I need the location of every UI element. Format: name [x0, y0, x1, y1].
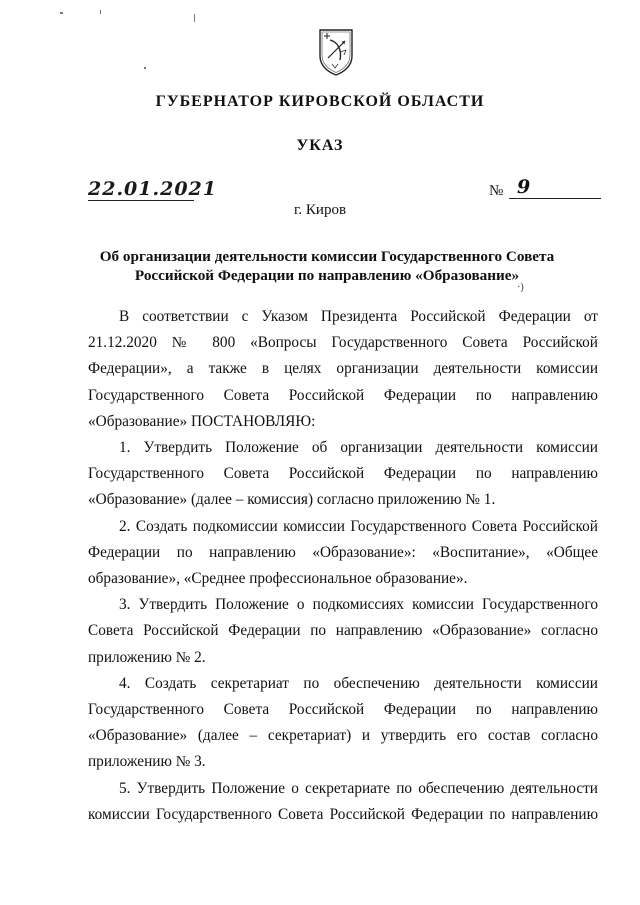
preamble-paragraph: В соответствии с Указом Президента Российской Федерации от 21.12.2020 № 800 «Вопросы Государственного Совета Российской Федерации», а также в целях организации деятельности комиссии Государственного Совета Российской Федерации по направлению «Образование» ПОСТАНОВЛЯЮ:: [88, 308, 598, 430]
clause-4: 4. Создать секретариат по обеспечению деятельности комиссии Государственного Совета Российской Федерации по направлению «Образование» (далее – секретариат) и утвердить его состав согласно приложению № 3.: [88, 674, 598, 771]
document-title: [88, 247, 566, 285]
document-body: [88, 304, 598, 828]
clause-2: 2. Создать подкомиссии комиссии Государственного Совета Российской Федерации по направлению «Образование»: «Воспитание», «Общее образование», «Среднее профессиональное образование».: [88, 517, 598, 588]
clause-5: 5. Утвердить Положение о секретариате по обеспечению деятельности комиссии Государственного Совета Российской Федерации по направлению: [88, 779, 598, 823]
document-number: 9: [509, 176, 601, 199]
document-date: 22.01.2021: [88, 178, 217, 200]
stray-mark: ·): [517, 282, 524, 293]
city-line: г. Киров: [293, 202, 347, 218]
title-line-2: Российской Федерации по направлению «Образование»: [134, 267, 520, 284]
clause-1: 1. Утвердить Положение об организации деятельности комиссии Государственного Совета Российской Федерации по направлению «Образование» (далее – комиссия) согласно приложению № 1.: [88, 439, 598, 509]
clause-3: 3. Утвердить Положение о подкомиссиях комиссии Государственного Совета Российской Федерации по направлению «Образование» согласно приложению № 2.: [88, 596, 598, 666]
number-label: №: [489, 183, 504, 199]
document-type: УКАЗ: [296, 137, 344, 154]
title-line-1: Об организации деятельности комиссии Государственного Совета: [99, 248, 555, 265]
issuing-authority: ГУБЕРНАТОР КИРОВСКОЙ ОБЛАСТИ: [155, 93, 485, 110]
kirov-coat-of-arms-icon: [318, 28, 354, 76]
